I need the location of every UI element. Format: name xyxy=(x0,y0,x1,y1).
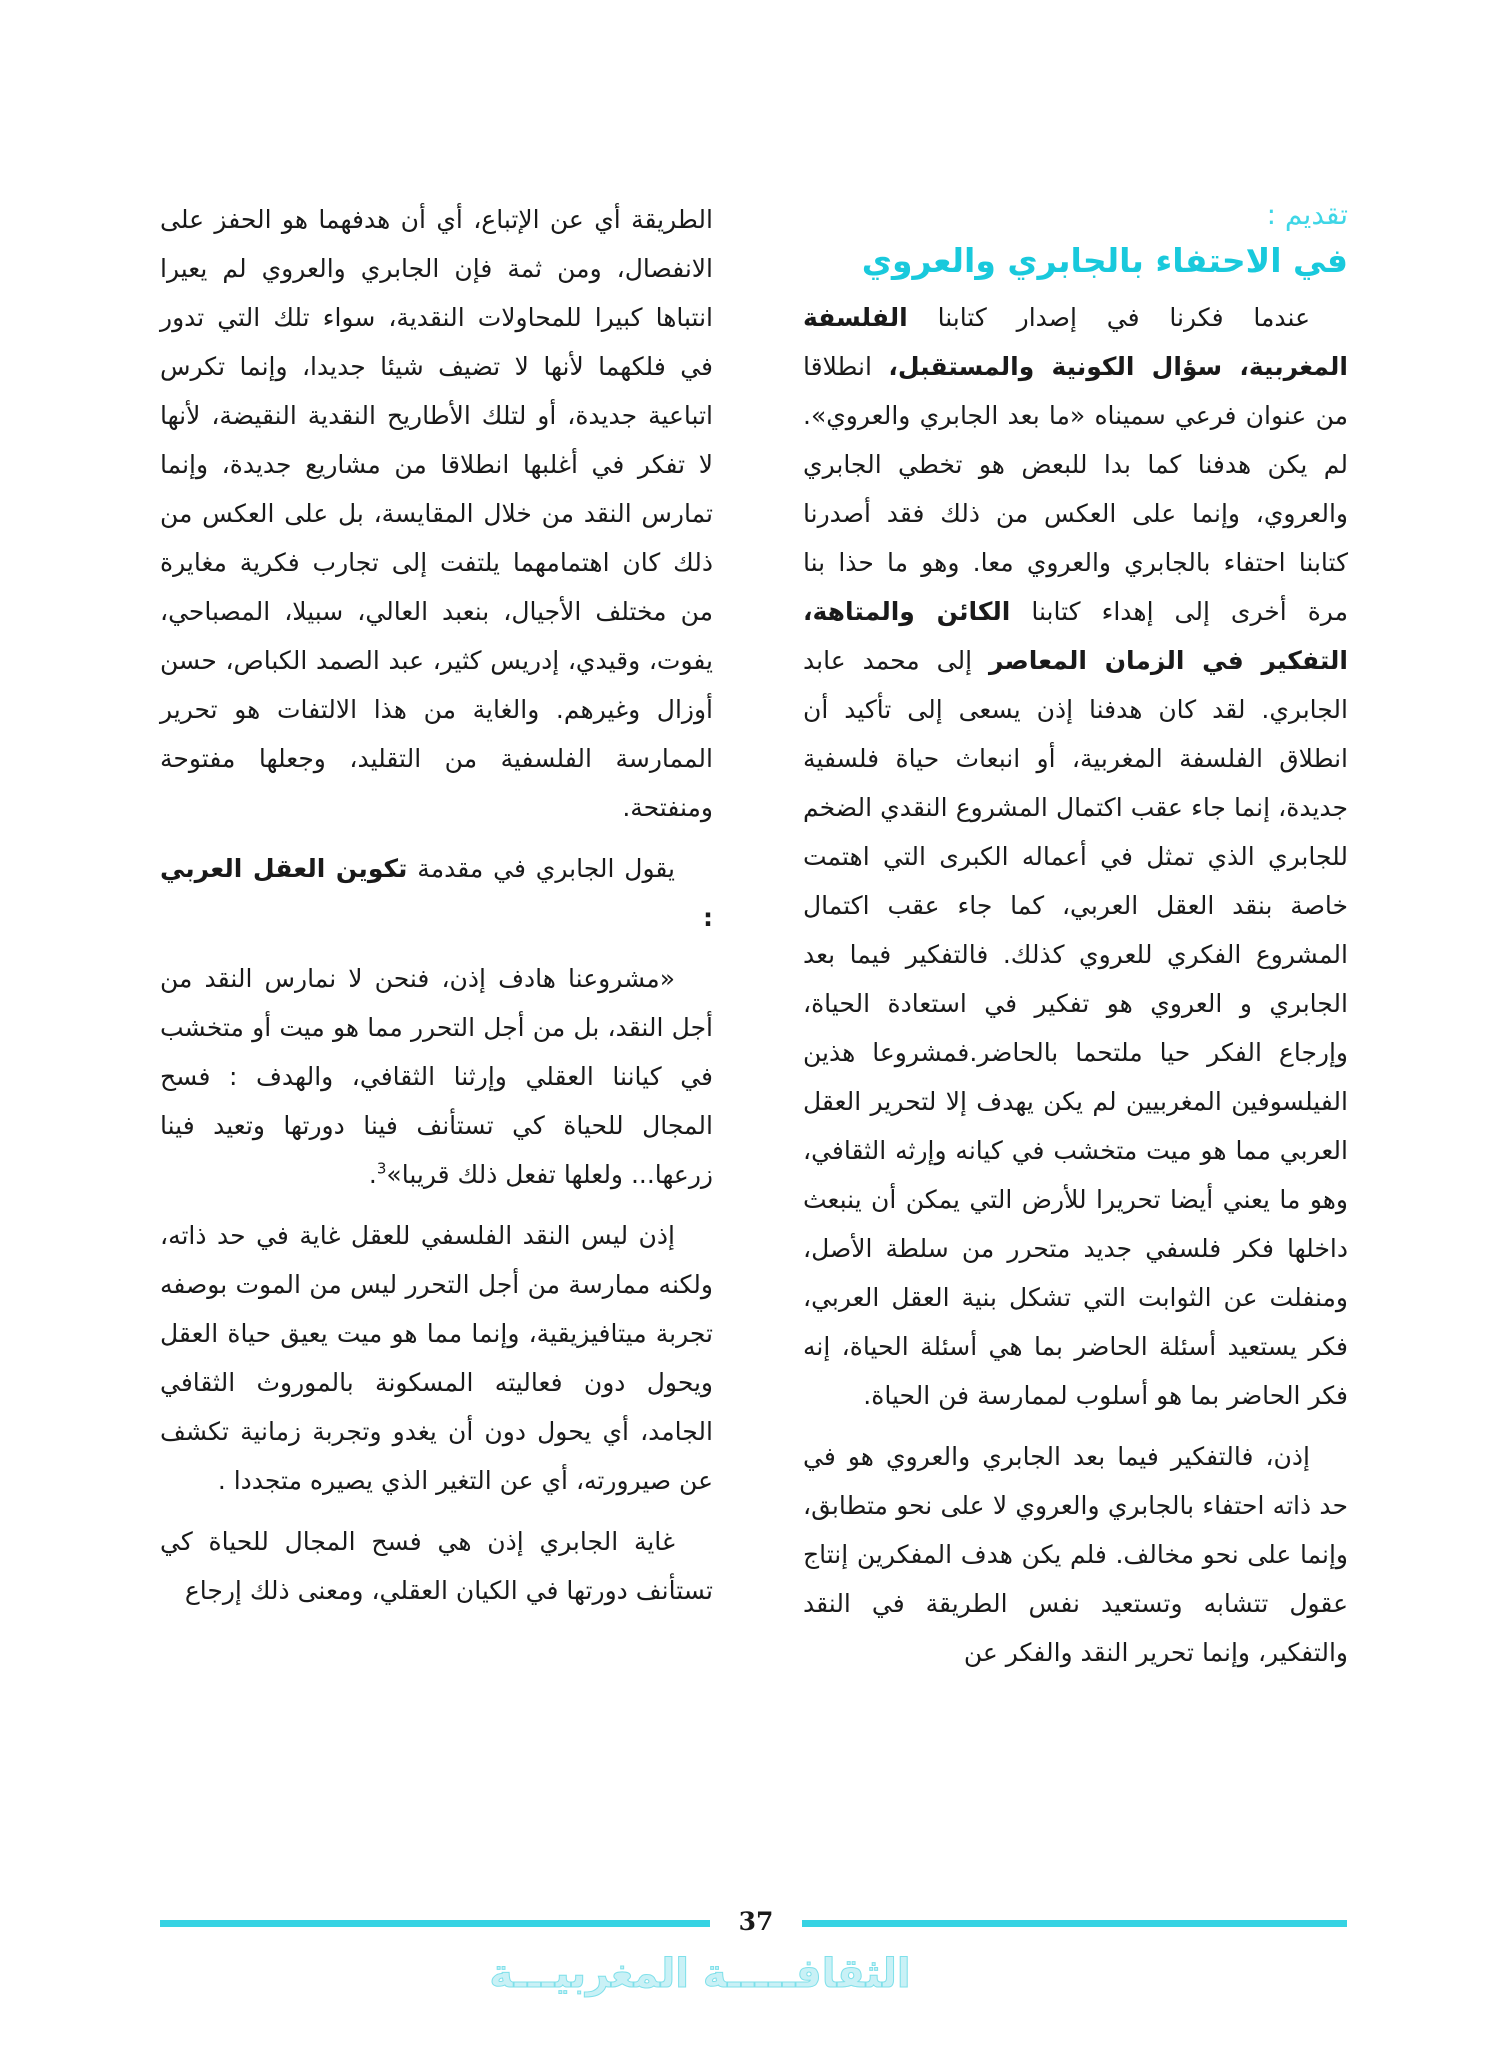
paragraph-critique: إذن ليس النقد الفلسفي للعقل غاية في حد ذاته، ولكنه ممارسة من أجل التحرر ليس من الموت بوصفه تجربة ميتافيزيقية، وإنما مما هو ميت يعيق حياة العقل ويحول دون فعاليته المسكونة بالموروث الثقافي الجامد، أي يحول دون أن يغدو وتجربة زمانية تكشف عن صيرورته، أي عن التغير الذي يصيره متجددا . xyxy=(160,1221,713,1495)
footer-rule-left xyxy=(160,1920,710,1927)
paragraph-run: عندما فكرنا في إصدار كتابنا xyxy=(907,303,1310,332)
paragraph-run: يقول الجابري في مقدمة xyxy=(407,854,675,883)
book-title-2: الكائن والمتاهة، التفكير في الزمان المعاصر xyxy=(803,597,1348,675)
book-title-1: الفلسفة المغربية، سؤال الكونية والمستقبل، xyxy=(803,303,1348,381)
paragraph-thinking-after: إذن، فالتفكير فيما بعد الجابري والعروي هو في حد ذاته احتفاء بالجابري والعروي لا على نحو متطابق، وإنما على نحو مخالف. فلم يكن هدف المفكرين إنتاج عقول تتشابه وتستعيد نفس الطريقة في النقد والتفكير، وإنما تحرير النقد والفكر عن xyxy=(803,1442,1348,1667)
paragraph-run: انطلاقا من عنوان فرعي سميناه «ما بعد الجابري والعروي». لم يكن هدفنا كما بدا للبعض هو تخطي الجابري والعروي، وإنما على العكس من ذلك فقد أصدرنا كتابنا احتفاء بالجابري والعروي معا. وهو ما حذا بنا مرة أخرى إلى إهداء كتابنا xyxy=(803,352,1348,626)
paragraph-intro xyxy=(803,293,1348,1420)
paragraph-quote-intro xyxy=(160,844,713,942)
colon: : xyxy=(703,903,713,932)
quotation xyxy=(160,954,713,1199)
paragraph-goal: غاية الجابري إذن هي فسح المجال للحياة كي تستأنف دورتها في الكيان العقلي، ومعنى ذلك إرجاع xyxy=(160,1527,713,1605)
quotation-end: . xyxy=(368,1160,377,1189)
magazine-masthead: الثقافـــــة المغربيـــة xyxy=(489,1951,911,1997)
paragraph-continued: الطريقة أي عن الإتباع، أي أن هدفهما هو الحفز على الانفصال، ومن ثمة فإن الجابري والعروي لم يعيرا انتباها كبيرا للمحاولات النقدية، سواء تلك التي تدور في فلكهما لأنها لا تضيف شيئا جديدا، وإنما تكرس اتباعية جديدة، أو لتلك الأطاريح النقدية النقيضة، لأنها لا تفكر في أغلبها انطلاقا من مشاريع جديدة، وإنما تمارس النقد من خلال المقايسة، بل على العكس من ذلك كان اهتمامهما يلتفت إلى تجارب فكرية مغايرة من مختلف الأجيال، بنعبد العالي، سبيلا، المصباحي، يفوت، وقيدي، إدريس كثير، عبد الصمد الكباص، حسن أوزال وغيرهم. والغاية من هذا الالتفات هو تحرير الممارسة الفلسفية من التقليد، وجعلها مفتوحة ومنفتحة. xyxy=(160,205,713,822)
book-title-3: تكوين العقل العربي xyxy=(160,854,408,883)
footnote-reference: 3 xyxy=(376,1159,387,1178)
left-column xyxy=(160,195,713,1627)
paragraph-run: إلى محمد عابد الجابري. لقد كان هدفنا إذن يسعى إلى تأكيد أن انطلاق الفلسفة المغربية، أو انبعاث حياة فلسفية جديدة، إنما جاء عقب اكتمال المشروع النقدي الضخم للجابري الذي تمثل في أعماله الكبرى التي اهتمت خاصة بنقد العقل العربي، كما جاء عقب اكتمال المشروع الفكري للعروي كذلك. فالتفكير فيما بعد الجابري و العروي هو تفكير في استعادة الحياة، وإرجاع الفكر حيا ملتحما بالحاضر.فمشروعا هذين الفيلسوفين المغربيين لم يكن يهدف إلا لتحرير العقل العربي مما هو ميت متخشب في كيانه وإرثه الثقافي، وهو ما يعني أيضا تحريرا للأرض التي يمكن أن ينبعث داخلها فكر فلسفي جديد متحرر من سلطة الأصل، ومنفلت عن الثوابت التي تشكل بنية العقل العربي، فكر يستعيد أسئلة الحاضر بما هي أسئلة الحياة، إنه فكر الحاضر بما هو أسلوب لممارسة فن الحياة. xyxy=(803,646,1348,1410)
section-label: تقديم : xyxy=(1266,198,1348,231)
right-column xyxy=(803,195,1348,1689)
quotation-text: «مشروعنا هادف إذن، فنحن لا نمارس النقد من أجل النقد، بل من أجل التحرر مما هو ميت أو متخشب في كياننا العقلي وإرثنا الثقافي، والهدف : فسح المجال للحياة كي تستأنف فينا دورتها وتعيد فينا زرعها... ولعلها تفعل ذلك قريبا» xyxy=(160,964,713,1189)
page-number: 37 xyxy=(738,1907,774,1936)
footer-rule-right xyxy=(802,1920,1347,1927)
section-title: في الاحتفاء بالجابري والعروي xyxy=(861,241,1348,280)
